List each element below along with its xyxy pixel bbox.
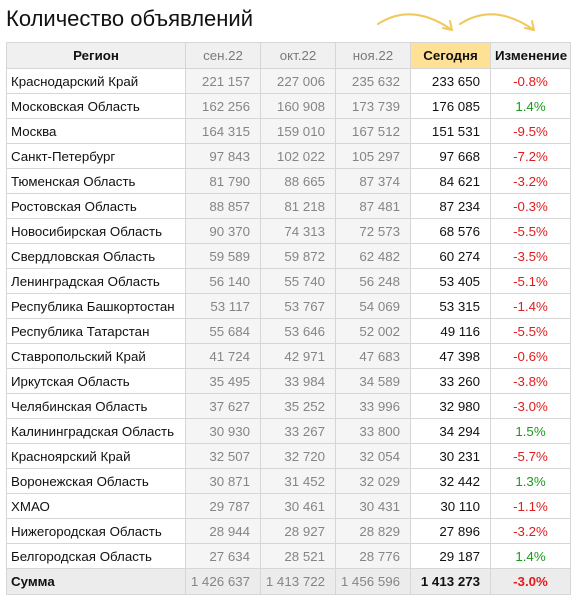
nov-cell: 72 573 [336, 219, 411, 244]
sep-cell: 59 589 [186, 244, 261, 269]
sep-cell: 1 426 637 [186, 569, 261, 595]
change-cell: -0.8% [491, 69, 571, 94]
nov-cell: 28 776 [336, 544, 411, 569]
change-cell: -3.0% [491, 569, 571, 595]
today-cell: 97 668 [411, 144, 491, 169]
sep-cell: 90 370 [186, 219, 261, 244]
table-body [7, 69, 571, 595]
today-cell: 47 398 [411, 344, 491, 369]
sep-cell: 53 117 [186, 294, 261, 319]
change-cell: -3.0% [491, 394, 571, 419]
today-cell: 30 231 [411, 444, 491, 469]
nov-cell: 167 512 [336, 119, 411, 144]
change-cell: -5.5% [491, 319, 571, 344]
today-cell: 29 187 [411, 544, 491, 569]
oct-cell: 59 872 [261, 244, 336, 269]
header-row [7, 43, 571, 69]
nov-cell: 52 002 [336, 319, 411, 344]
nov-cell: 1 456 596 [336, 569, 411, 595]
sep-cell: 88 857 [186, 194, 261, 219]
region-cell: Новосибирская Область [7, 219, 186, 244]
nov-cell: 47 683 [336, 344, 411, 369]
total-row [7, 569, 571, 595]
sep-cell: 29 787 [186, 494, 261, 519]
table-row [7, 494, 571, 519]
oct-cell: 53 767 [261, 294, 336, 319]
table-row [7, 469, 571, 494]
region-cell: Свердловская Область [7, 244, 186, 269]
region-cell: Челябинская Область [7, 394, 186, 419]
nov-cell: 235 632 [336, 69, 411, 94]
header-sep: сен.22 [186, 43, 261, 69]
change-cell: -5.1% [491, 269, 571, 294]
table-row [7, 169, 571, 194]
today-cell: 1 413 273 [411, 569, 491, 595]
oct-cell: 227 006 [261, 69, 336, 94]
region-cell: Краснодарский Край [7, 69, 186, 94]
region-cell: Нижегородская Область [7, 519, 186, 544]
oct-cell: 35 252 [261, 394, 336, 419]
region-cell: Иркутская Область [7, 369, 186, 394]
sep-cell: 30 871 [186, 469, 261, 494]
change-cell: -3.2% [491, 519, 571, 544]
table-row [7, 419, 571, 444]
nov-cell: 34 589 [336, 369, 411, 394]
header-nov: ноя.22 [336, 43, 411, 69]
oct-cell: 28 927 [261, 519, 336, 544]
change-cell: -9.5% [491, 119, 571, 144]
nov-cell: 32 054 [336, 444, 411, 469]
table-row [7, 219, 571, 244]
oct-cell: 42 971 [261, 344, 336, 369]
today-cell: 176 085 [411, 94, 491, 119]
table-row [7, 94, 571, 119]
today-cell: 32 442 [411, 469, 491, 494]
oct-cell: 102 022 [261, 144, 336, 169]
sep-cell: 30 930 [186, 419, 261, 444]
table-row [7, 519, 571, 544]
sep-cell: 221 157 [186, 69, 261, 94]
change-cell: 1.4% [491, 544, 571, 569]
region-cell: Ростовская Область [7, 194, 186, 219]
header-oct: окт.22 [261, 43, 336, 69]
today-cell: 60 274 [411, 244, 491, 269]
nov-cell: 28 829 [336, 519, 411, 544]
change-cell: -3.5% [491, 244, 571, 269]
sep-cell: 162 256 [186, 94, 261, 119]
region-cell: ХМАО [7, 494, 186, 519]
region-cell: Сумма [7, 569, 186, 595]
oct-cell: 74 313 [261, 219, 336, 244]
header-region: Регион [7, 43, 186, 69]
oct-cell: 53 646 [261, 319, 336, 344]
today-cell: 53 315 [411, 294, 491, 319]
oct-cell: 55 740 [261, 269, 336, 294]
nov-cell: 32 029 [336, 469, 411, 494]
today-cell: 33 260 [411, 369, 491, 394]
region-cell: Тюменская Область [7, 169, 186, 194]
table-row [7, 319, 571, 344]
table-row [7, 69, 571, 94]
change-cell: 1.5% [491, 419, 571, 444]
page-title: Количество объявлений [6, 6, 254, 31]
oct-cell: 33 984 [261, 369, 336, 394]
change-cell: 1.3% [491, 469, 571, 494]
region-cell: Москва [7, 119, 186, 144]
region-cell: Воронежская Область [7, 469, 186, 494]
table-row [7, 294, 571, 319]
change-cell: -5.5% [491, 219, 571, 244]
sep-cell: 27 634 [186, 544, 261, 569]
change-cell: -0.6% [491, 344, 571, 369]
sep-cell: 41 724 [186, 344, 261, 369]
today-cell: 32 980 [411, 394, 491, 419]
table-row [7, 444, 571, 469]
change-cell: 1.4% [491, 94, 571, 119]
nov-cell: 33 800 [336, 419, 411, 444]
change-cell: -0.3% [491, 194, 571, 219]
curved-arrow-icon [378, 14, 452, 30]
header-change: Изменение [491, 43, 571, 69]
change-cell: -7.2% [491, 144, 571, 169]
oct-cell: 28 521 [261, 544, 336, 569]
region-cell: Красноярский Край [7, 444, 186, 469]
region-cell: Республика Башкортостан [7, 294, 186, 319]
table-row [7, 269, 571, 294]
today-cell: 53 405 [411, 269, 491, 294]
nov-cell: 87 374 [336, 169, 411, 194]
today-cell: 84 621 [411, 169, 491, 194]
today-cell: 87 234 [411, 194, 491, 219]
sep-cell: 35 495 [186, 369, 261, 394]
today-cell: 27 896 [411, 519, 491, 544]
table-row [7, 369, 571, 394]
listings-table [6, 42, 571, 595]
today-cell: 151 531 [411, 119, 491, 144]
table-row [7, 394, 571, 419]
region-cell: Ставропольский Край [7, 344, 186, 369]
nov-cell: 54 069 [336, 294, 411, 319]
curved-arrow-icon [460, 14, 534, 30]
sep-cell: 55 684 [186, 319, 261, 344]
oct-cell: 160 908 [261, 94, 336, 119]
region-cell: Ленинградская Область [7, 269, 186, 294]
region-cell: Калининградская Область [7, 419, 186, 444]
change-cell: -1.4% [491, 294, 571, 319]
sep-cell: 28 944 [186, 519, 261, 544]
nov-cell: 173 739 [336, 94, 411, 119]
oct-cell: 32 720 [261, 444, 336, 469]
header-today: Сегодня [411, 43, 491, 69]
sep-cell: 97 843 [186, 144, 261, 169]
nov-cell: 30 431 [336, 494, 411, 519]
oct-cell: 1 413 722 [261, 569, 336, 595]
region-cell: Санкт-Петербург [7, 144, 186, 169]
sep-cell: 32 507 [186, 444, 261, 469]
nov-cell: 105 297 [336, 144, 411, 169]
curved-arrow-icons [372, 8, 572, 42]
nov-cell: 87 481 [336, 194, 411, 219]
oct-cell: 159 010 [261, 119, 336, 144]
table-row [7, 544, 571, 569]
change-cell: -1.1% [491, 494, 571, 519]
oct-cell: 31 452 [261, 469, 336, 494]
sep-cell: 81 790 [186, 169, 261, 194]
nov-cell: 56 248 [336, 269, 411, 294]
today-cell: 233 650 [411, 69, 491, 94]
sep-cell: 164 315 [186, 119, 261, 144]
sep-cell: 37 627 [186, 394, 261, 419]
change-cell: -3.2% [491, 169, 571, 194]
oct-cell: 33 267 [261, 419, 336, 444]
oct-cell: 81 218 [261, 194, 336, 219]
table-row [7, 344, 571, 369]
today-cell: 30 110 [411, 494, 491, 519]
table-row [7, 119, 571, 144]
sep-cell: 56 140 [186, 269, 261, 294]
region-cell: Республика Татарстан [7, 319, 186, 344]
table-row [7, 244, 571, 269]
nov-cell: 62 482 [336, 244, 411, 269]
oct-cell: 88 665 [261, 169, 336, 194]
table-row [7, 194, 571, 219]
oct-cell: 30 461 [261, 494, 336, 519]
today-cell: 68 576 [411, 219, 491, 244]
nov-cell: 33 996 [336, 394, 411, 419]
today-cell: 34 294 [411, 419, 491, 444]
change-cell: -5.7% [491, 444, 571, 469]
today-cell: 49 116 [411, 319, 491, 344]
region-cell: Московская Область [7, 94, 186, 119]
change-cell: -3.8% [491, 369, 571, 394]
table-row [7, 144, 571, 169]
region-cell: Белгородская Область [7, 544, 186, 569]
